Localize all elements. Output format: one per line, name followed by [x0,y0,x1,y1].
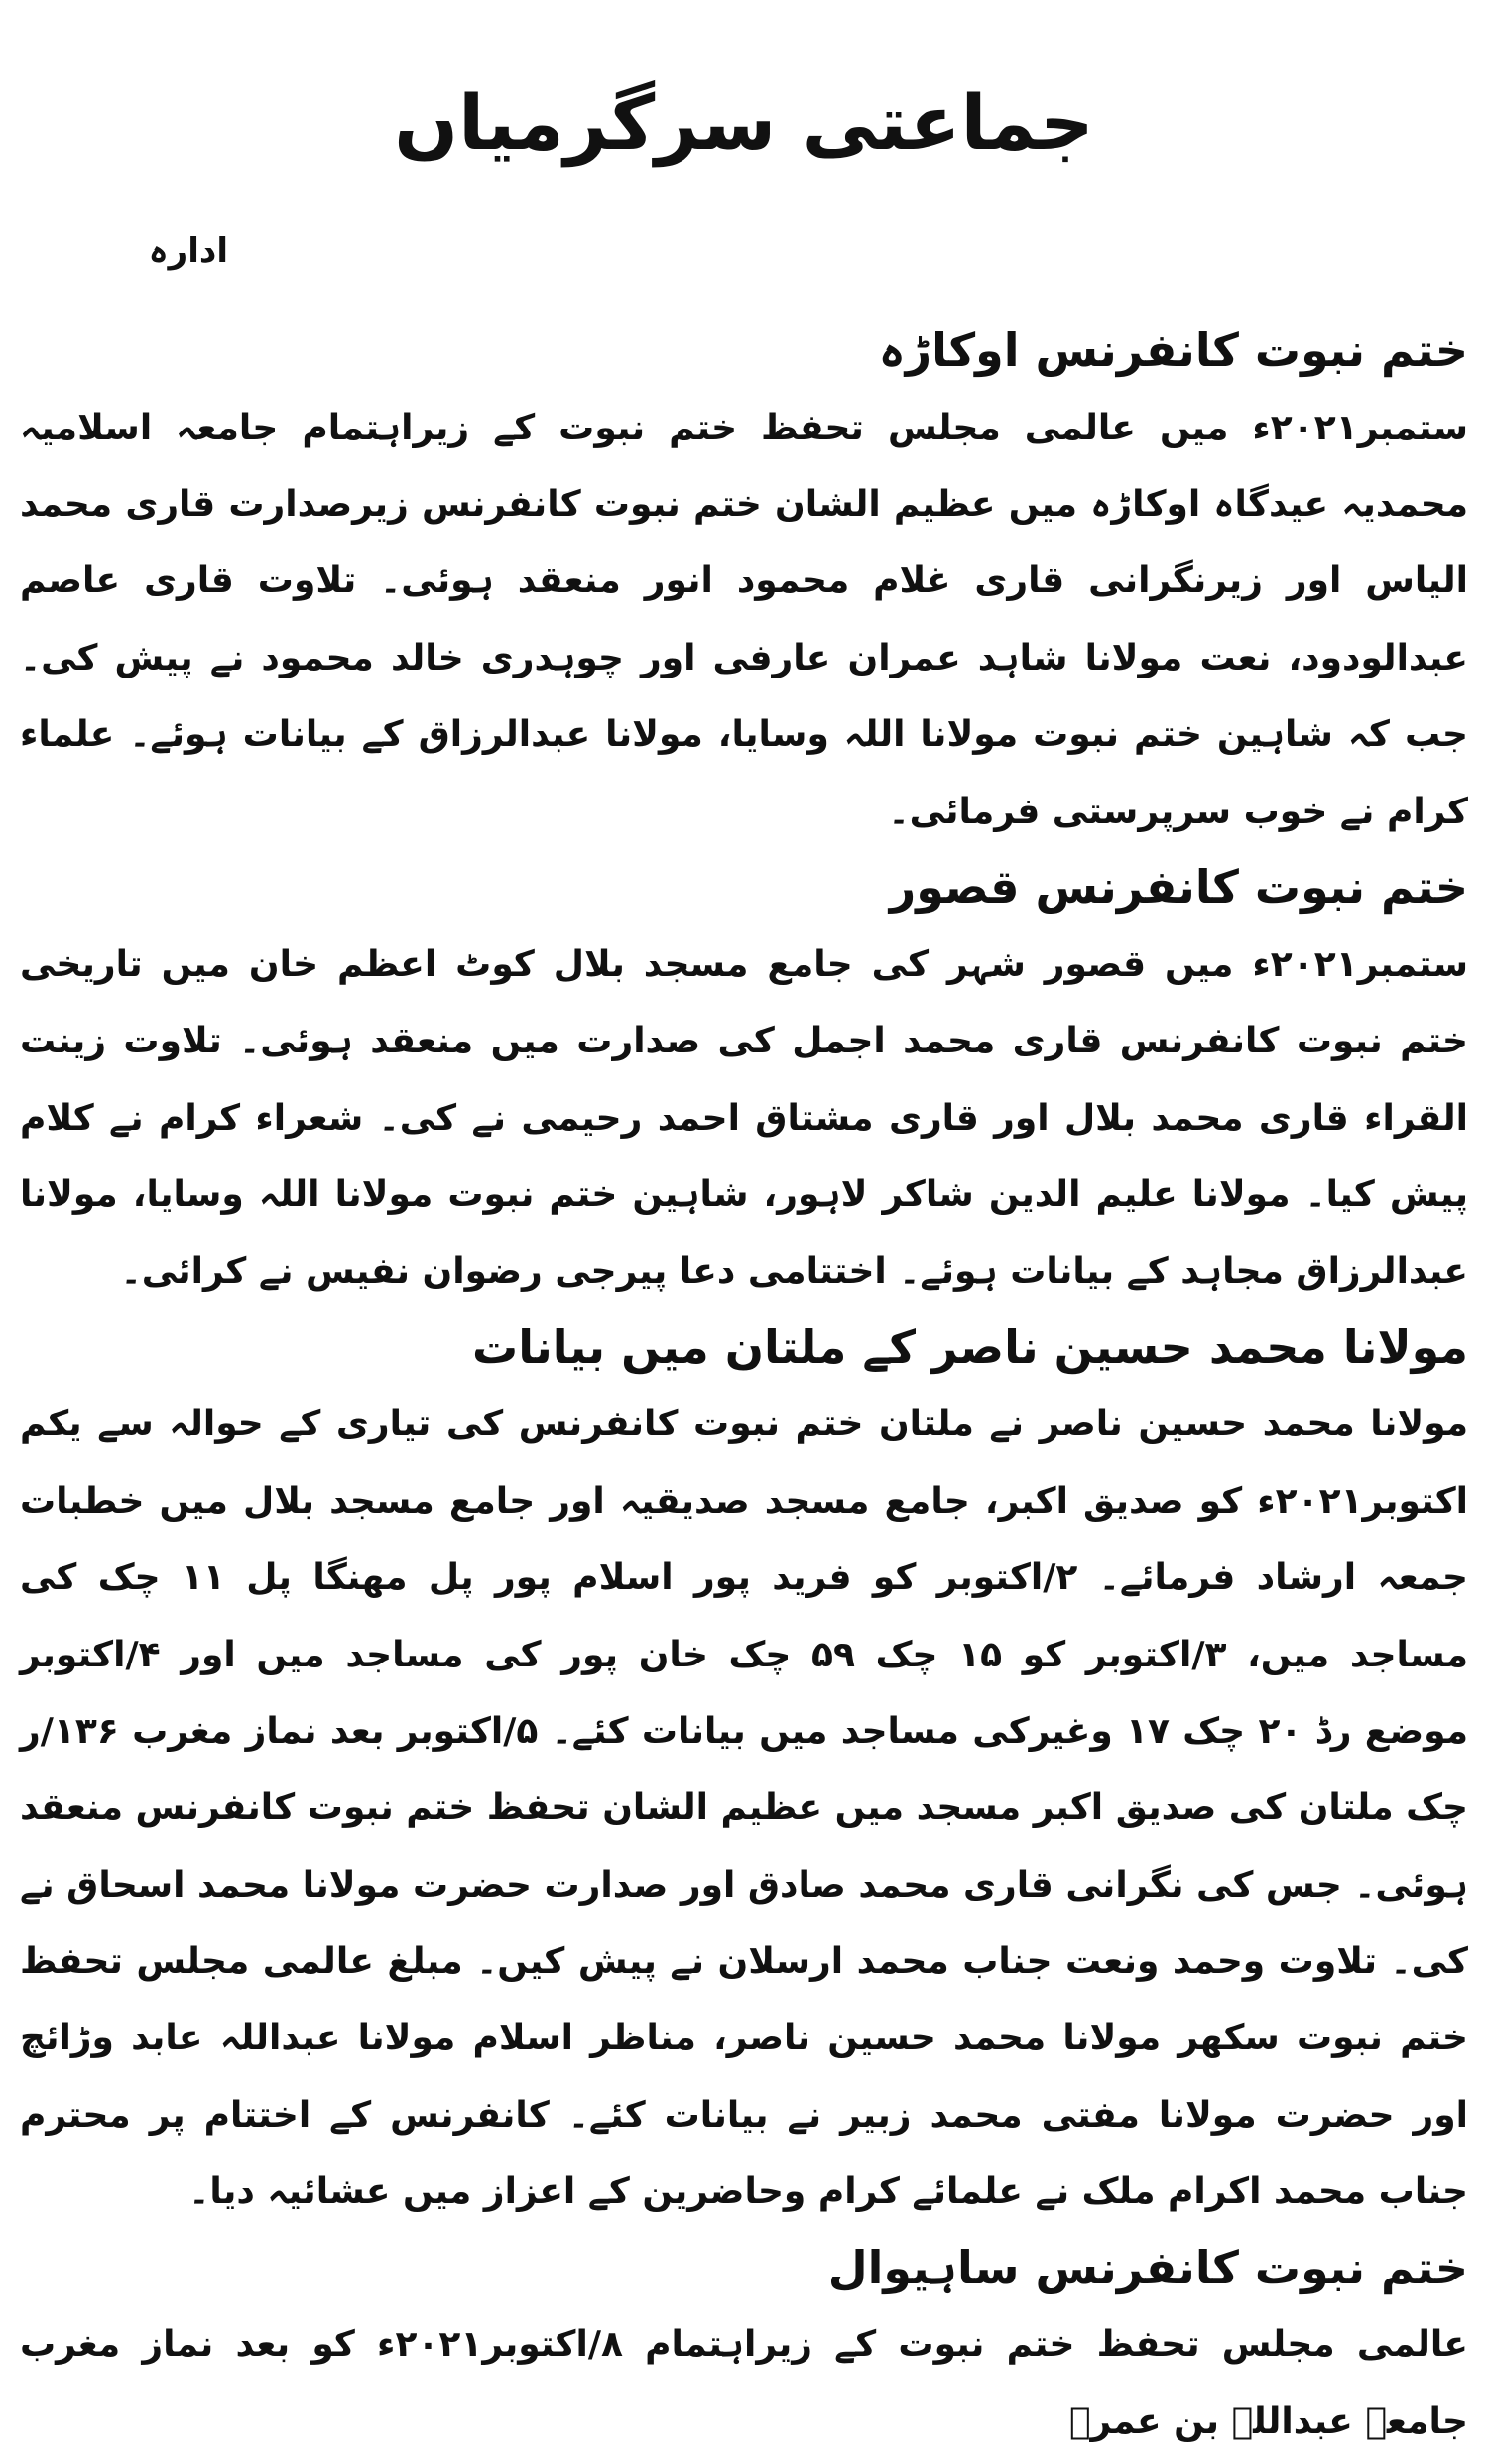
page-title: جماعتی سرگرمیاں [394,78,1094,167]
section-heading-kasur: ختم نبوت کانفرنس قصور [889,860,1468,915]
section-heading-multan: مولانا محمد حسین ناصر کے ملتان میں بیانات [471,1319,1468,1374]
section-body-okara: ستمبر۲۰۲۱ء میں عالمی مجلس تحفظ ختم نبوت کے زیراہتمام جامعہ اسلامیہ محمدیہ عیدگاہ اوکاڑہ میں عظیم الشان ختم نبوت کانفرنس زیرصدارت قاری محمد الیاس اور زیرنگرانی قاری غلام محمود انور منعقد ہوئی۔ تلاوت قاری عاصم عبدالودود، نعت مولانا شاہد عمران عارفی اور چوہدری خالد محمود نے پیش کی۔ جب کہ شاہین ختم نبوت مولانا اللہ وسایا، مولانا عبدالرزاق کے بیانات ہوئے۔ علماء کرام نے خوب سرپرستی فرمائی۔ [20,407,1468,832]
article-content [20,317,1468,2464]
section-body-multan: مولانا محمد حسین ناصر نے ملتان ختم نبوت کانفرنس کی تیاری کے حوالہ سے یکم اکتوبر۲۰۲۱ء کو صدیق اکبر، جامع مسجد صدیقیہ اور جامع مسجد بلال میں خطبات جمعہ ارشاد فرمائے۔ ۲/اکتوبر کو فرید پور اسلام پور پل مھنگا پل ۱۱ چک کی مساجد میں، ۳/اکتوبر کو ۱۵ چک ۵۹ چک خان پور کی مساجد میں اور ۴/اکتوبر موضع رڈ ۲۰ چک ۱۷ وغیرکی مساجد میں بیانات کئے۔ ۵/اکتوبر بعد نماز مغرب ۱۳۶/ر چک ملتان کی صدیق اکبر مسجد میں عظیم الشان تحفظ ختم نبوت کانفرنس منعقد ہوئی۔ جس کی نگرانی قاری محمد صادق اور صدارت حضرت مولانا محمد اسحاق نے کی۔ تلاوت وحمد ونعت جناب محمد ارسلان نے پیش کیں۔ مبلغ عالمی مجلس تحفظ ختم نبوت سکھر مولانا محمد حسین ناصر، مناظر اسلام مولانا عبداللہ عابد وڑائچ اور حضرت مولانا مفتی محمد زبیر نے بیانات کئے۔ کانفرنس کے اختتام پر محترم جناب محمد اکرام ملک نے علمائے کرام وحاضرین کے اعزاز میں عشائیہ دیا۔ [19,1404,1469,2213]
byline: ادارہ [148,231,228,271]
section-heading-okara: ختم نبوت کانفرنس اوکاڑہ [878,323,1468,377]
section-body-kasur: ستمبر۲۰۲۱ء میں قصور شہر کی جامع مسجد بلال کوٹ اعظم خان میں تاریخی ختم نبوت کانفرنس قاری محمد اجمل کی صدارت میں منعقد ہوئی۔ تلاوت زینت القراء قاری محمد بلال اور قاری مشتاق احمد رحیمی نے کی۔ شعراء کرام نے کلام پیش کیا۔ مولانا علیم الدین شاکر لاہور، شاہین ختم نبوت مولانا اللہ وسایا، مولانا عبدالرزاق مجاہد کے بیانات ہوئے۔ اختتامی دعا پیرجی رضوان نفیس نے کرائی۔ [20,943,1468,1293]
section-body-sahiwal: عالمی مجلس تحفظ ختم نبوت کے زیراہتمام ۸/اکتوبر۲۰۲۱ء کو بعد نماز مغرب جامعہ عبداللہ بن عمرؓ [20,2324,1469,2442]
section-heading-sahiwal: ختم نبوت کانفرنس ساہیوال [827,2240,1468,2294]
document-page [19,0,1469,2442]
